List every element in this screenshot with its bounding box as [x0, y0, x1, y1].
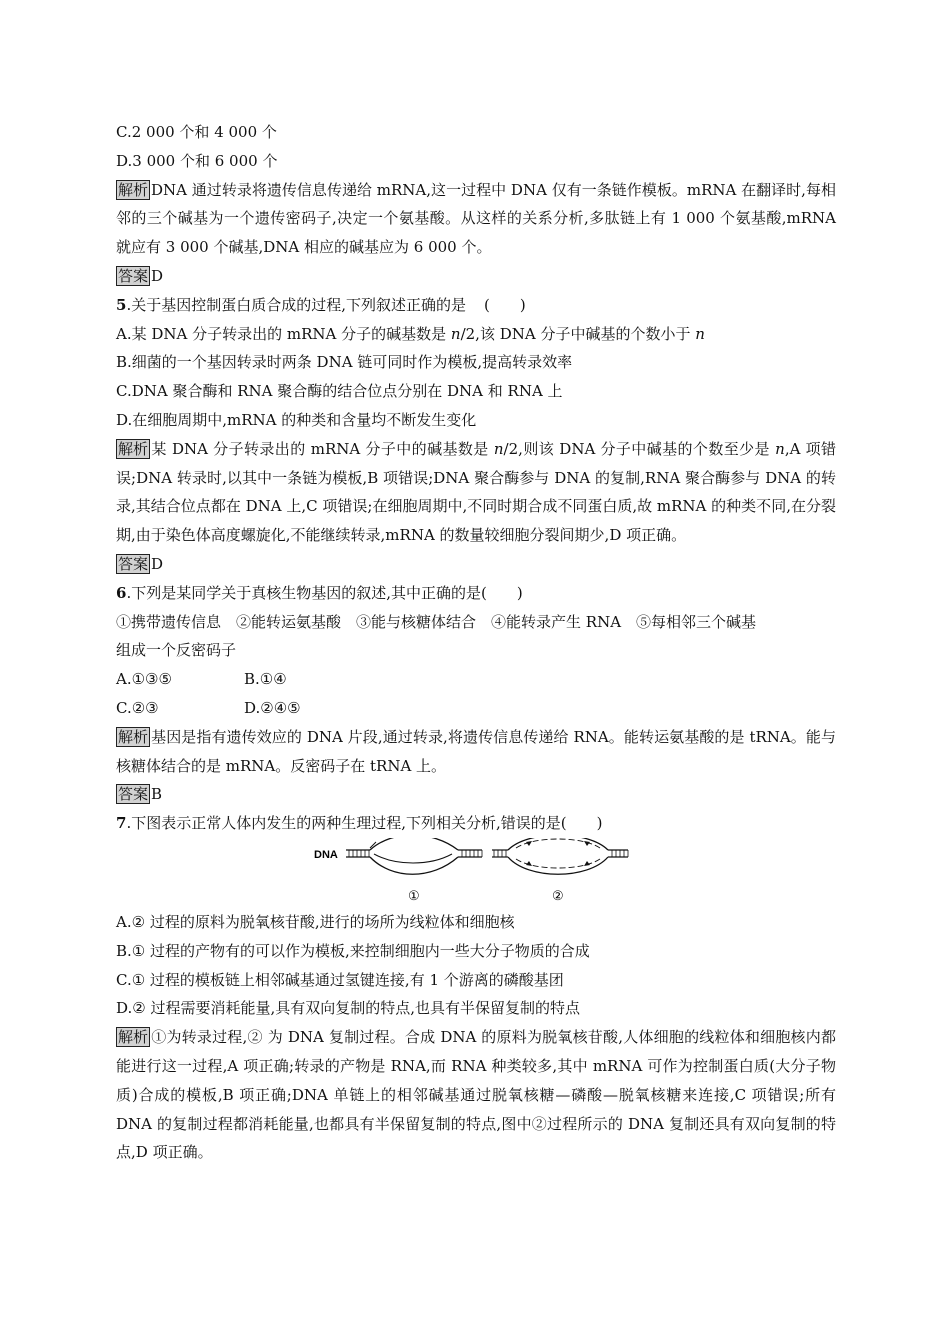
q5-stem: 5.关于基因控制蛋白质合成的过程,下列叙述正确的是 ( ) [116, 291, 836, 320]
answer-tag: 答案 [118, 785, 149, 804]
figure-label-2: ② [552, 888, 564, 904]
analysis-tag: 解析 [118, 180, 149, 199]
q7-analysis: 解析 ①为转录过程,② 为 DNA 复制过程。合成 DNA 的原料为脱氧核苷酸,人体细胞的线粒体和细胞核内都能进行这一过程,A 项正确;转录的产物是 RNA,而 RNA 种类较多,其中 mRNA 可作为控制蛋白质(大分子物质)合成的模板,B 项正确;DNA 单链上的相邻碱基通过脱氧核糖—磷酸—脱氧核糖来连接,C 项错误;所有 DNA 的复制过程都消耗能量,也都具有半保留复制的特点,图中②过程所示的 DNA 复制还具有双向复制的特点,D 项正确。 [116, 1028, 836, 1162]
document-page [116, 118, 836, 1167]
answer-tag: 答案 [118, 554, 149, 573]
q6-option-d: D.②④⑤ [244, 698, 301, 717]
answer-blank: ( ) [483, 295, 526, 314]
analysis-tag: 解析 [118, 1028, 149, 1047]
q6-answer-value: B [151, 785, 163, 804]
q5-option-d: D.在细胞周期中,mRNA 的种类和含量均不断发生变化 [116, 410, 477, 429]
q4-analysis-text: DNA 通过转录将遗传信息传递给 mRNA,这一过程中 DNA 仅有一条链作模板。mRNA 在翻译时,每相邻的三个碱基为一个遗传密码子,决定一个氨基酸。从这样的关系分析,多肽链上有 1 000 个氨基酸,mRNA 就应有 3 000 个碱基,DNA 相应的碱基应为 6 000 个。 [116, 180, 836, 257]
q4-option-c: C.2 000 个和 4 000 个 [116, 123, 277, 141]
q6-option-b: B.①④ [244, 670, 287, 689]
q6-options-row1 [116, 665, 836, 694]
answer-blank: ( ) [560, 814, 603, 833]
answer-blank: ( ) [480, 583, 523, 602]
q6-options-row2 [116, 694, 836, 723]
q7-option-d: D.② 过程需要消耗能量,具有双向复制的特点,也具有半保留复制的特点 [116, 999, 581, 1018]
q5-option-c: C.DNA 聚合酶和 RNA 聚合酶的结合位点分别在 DNA 和 RNA 上 [116, 382, 563, 401]
figure-label-1: ① [408, 888, 420, 904]
q7-option-c: C.① 过程的模板链上相邻碱基通过氢键连接,有 1 个游离的磷酸基团 [116, 970, 564, 989]
replication-bubble [492, 838, 628, 874]
q7-stem: 7.下图表示正常人体内发生的两种生理过程,下列相关分析,错误的是( ) [116, 809, 836, 838]
q7-option-b: B.① 过程的产物有的可以作为模板,来控制细胞内一些大分子物质的合成 [116, 941, 590, 960]
q6-items-line1: ①携带遗传信息 ②能转运氨基酸 ③能与核糖体结合 ④能转录产生 RNA ⑤每相邻三个碱基 [116, 612, 757, 631]
dna-diagram [312, 838, 642, 908]
analysis-tag: 解析 [118, 727, 149, 746]
q6-option-a: A.①③⑤ [116, 670, 172, 689]
q7-option-a: A.② 过程的原料为脱氧核苷酸,进行的场所为线粒体和细胞核 [116, 912, 515, 931]
dna-label: DNA [314, 848, 338, 861]
q4-analysis [116, 176, 836, 262]
q6-analysis: 解析 基因是指有遗传效应的 DNA 片段,通过转录,将遗传信息传递给 RNA。能转运氨基酸的是 tRNA。能与核糖体结合的是 mRNA。反密码子在 tRNA 上。 [116, 727, 836, 775]
q5-analysis: 解析 某 DNA 分子转录出的 mRNA 分子中的碱基数是 n/2,则该 DNA 分子中碱基的个数至少是 n,A 项错误;DNA 转录时,以其中一条链为模板,B 项错误;DNA 聚合酶参与 DNA 的复制,RNA 聚合酶参与 DNA 的转录,其结合位点都在 DNA 上,C 项错误;在细胞周期中,不同时期合成不同蛋白质,故 mRNA 的种类不同,在分裂期,由于染色体高度螺旋化,不能继续转录,mRNA 的数量较细胞分裂间期少,D 项正确。 [116, 439, 836, 545]
q6-option-c: C.②③ [116, 698, 159, 717]
q6-number: 6 [116, 583, 127, 602]
q5-answer-value: D [151, 554, 164, 573]
analysis-tag: 解析 [118, 439, 149, 458]
q4-option-d: D.3 000 个和 6 000 个 [116, 151, 278, 170]
q7-number: 7 [116, 814, 127, 833]
q4-answer-value: D [151, 266, 164, 285]
q5-option-a: A.某 DNA 分子转录出的 mRNA 分子的碱基数是 n/2,该 DNA 分子中碱基的个数小于 n [116, 324, 705, 343]
q5-number: 5 [116, 295, 127, 314]
q6-items-line2: 组成一个反密码子 [116, 641, 237, 660]
answer-tag: 答案 [118, 266, 149, 285]
dna-process-figure [116, 838, 836, 908]
q6-stem: 6.下列是某同学关于真核生物基因的叙述,其中正确的是( ) [116, 579, 836, 608]
transcription-bubble [346, 838, 482, 874]
q5-option-b: B.细菌的一个基因转录时两条 DNA 链可同时作为模板,提高转录效率 [116, 353, 573, 372]
q4-answer [116, 262, 836, 291]
q6-answer [116, 780, 836, 809]
q5-answer [116, 550, 836, 579]
